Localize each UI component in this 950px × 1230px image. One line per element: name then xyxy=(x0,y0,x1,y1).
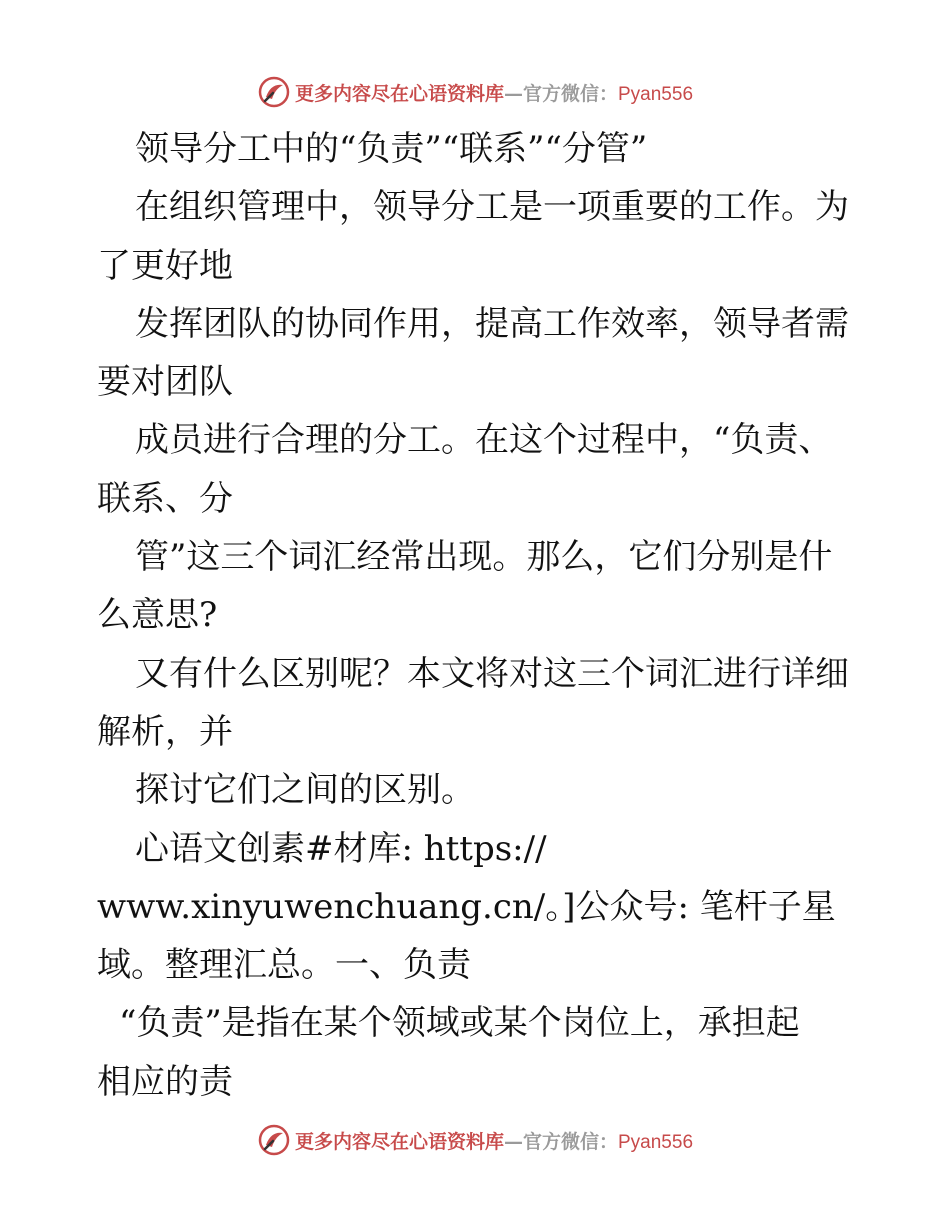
footer-label: 官方微信： xyxy=(522,1130,618,1153)
paragraph-line: 成员进行合理的分工。在这个过程中，“负责、 xyxy=(135,420,833,461)
footer-site-text: 更多内容尽在心语资料库 xyxy=(294,1130,504,1153)
document-body xyxy=(97,120,857,1111)
paragraph-line: 在组织管理中，领导分工是一项重要的工作。为 xyxy=(135,187,849,228)
paragraph-line: 相应的责 xyxy=(97,1061,233,1102)
paragraph-line: “负责”是指在某个领域或某个岗位上，承担起 xyxy=(119,1003,800,1044)
header-label: 官方微信： xyxy=(522,82,618,105)
footer-text xyxy=(295,1127,693,1154)
header-text xyxy=(295,79,693,106)
header-account: Pyan556 xyxy=(618,83,694,105)
footer-dash: — xyxy=(503,1130,523,1153)
paragraph-line: 又有什么区别呢？本文将对这三个词汇进行详细 xyxy=(135,653,849,694)
paragraph-line: 探讨它们之间的区别。 xyxy=(135,770,475,811)
paragraph-line: 管”这三个词汇经常出现。那么，它们分别是什 xyxy=(135,537,833,578)
section-heading-line: 域。整理汇总。一、负责 xyxy=(97,945,471,986)
brand-logo-icon xyxy=(257,1123,291,1157)
doc-title: 领导分工中的“负责”“联系”“分管” xyxy=(135,129,648,169)
source-line: 心语文创素#材库: https:// xyxy=(135,828,547,869)
paragraph-line: 要对团队 xyxy=(97,362,233,403)
header-site-text: 更多内容尽在心语资料库 xyxy=(294,82,504,105)
brand-logo-icon xyxy=(257,75,291,109)
paragraph-line: 了更好地 xyxy=(97,245,233,286)
paragraph-line: 发挥团队的协同作用，提高工作效率，领导者需 xyxy=(135,303,849,344)
paragraph-line: 联系、分 xyxy=(97,478,233,519)
source-url-line: www.xinyuwenchuang.cn/。]公众号: 笔杆子星 xyxy=(97,886,836,927)
footer-account: Pyan556 xyxy=(618,1131,694,1153)
header-banner xyxy=(0,72,950,112)
paragraph-line: 么意思? xyxy=(97,595,218,636)
footer-banner xyxy=(0,1120,950,1160)
paragraph-line: 解析，并 xyxy=(97,711,233,752)
header-dash: — xyxy=(503,82,523,105)
